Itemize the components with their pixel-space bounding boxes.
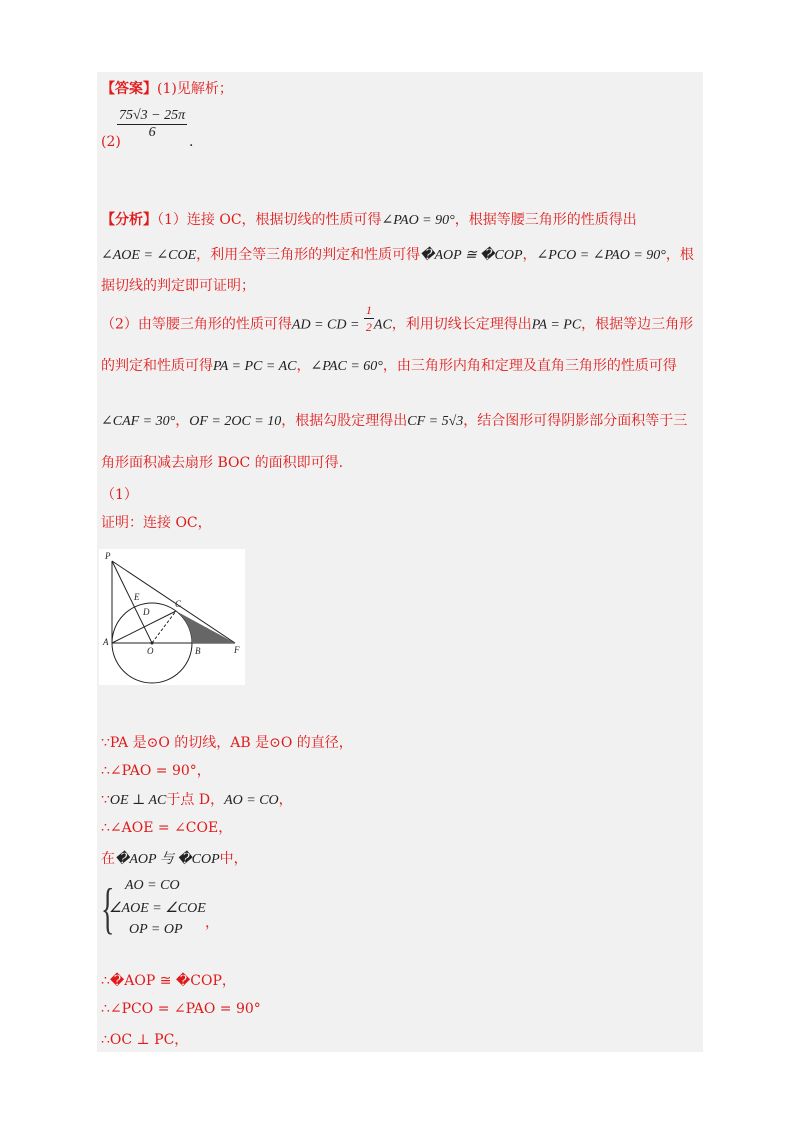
proof-text: ， <box>278 792 293 808</box>
fraction-numerator: 75√3 − 25π <box>119 108 186 123</box>
math-expr: AO = CO <box>224 793 279 808</box>
fraction-denominator: 2 <box>365 320 372 334</box>
label-o: O <box>147 646 154 656</box>
proof-step-8: ∴OC ⊥ PC， <box>101 1032 189 1048</box>
system-row-2: ∠AOE = ∠COE <box>109 901 206 916</box>
proof-step-7: ∴∠PCO = ∠PAO = 90° <box>101 1001 261 1017</box>
analysis-text: （2）由等腰三角形的性质可得 <box>101 316 292 333</box>
analysis-text: ，根据勾股定理得出 <box>281 413 408 429</box>
proof-text: 中， <box>219 851 248 867</box>
left-brace: { <box>101 878 115 940</box>
system-end: ， <box>205 915 219 931</box>
analysis-line-6 <box>101 411 687 432</box>
proof-intro: 证明：连接 OC， <box>101 515 212 531</box>
line-pf <box>112 561 235 643</box>
fraction-denominator: 6 <box>148 125 156 140</box>
analysis-tag: 【分析】 <box>101 212 157 228</box>
answer-line-1 <box>101 79 233 99</box>
math-expr: ∠PCO = ∠PAO = 90° <box>536 248 666 263</box>
geometry-figure <box>99 549 245 685</box>
label-e: E <box>134 592 140 602</box>
analysis-text: ，根 <box>665 247 694 263</box>
proof-step-3 <box>101 790 293 811</box>
fraction-numerator: 1 <box>365 303 372 317</box>
proof-step-6: ∴�AOP ≅ �COP， <box>101 973 236 989</box>
analysis-text: ， <box>522 247 537 263</box>
analysis-line-7: 角形面积减去扇形 BOC 的面积即可得. <box>101 455 344 471</box>
analysis-text: ，根据等边三角形 <box>581 316 694 333</box>
math-expr: �AOP 与 �COP <box>115 852 220 867</box>
label-d: D <box>143 607 150 617</box>
half-fraction <box>364 302 374 335</box>
answer-part1: (1)见解析； <box>157 81 233 97</box>
answer-end: . <box>189 134 194 150</box>
proof-text: 于点 D， <box>166 792 225 808</box>
analysis-text: ，利用切线长定理得出 <box>391 316 532 333</box>
system-row-3: OP = OP <box>129 922 183 937</box>
analysis-line-5 <box>101 356 677 377</box>
proof-step-2: ∴∠PAO = 90°， <box>101 763 211 779</box>
math-expr: PA = PC = AC <box>213 359 297 374</box>
label-b: B <box>195 646 201 656</box>
analysis-text: 的判定和性质可得 <box>101 358 213 374</box>
analysis-text: （1）连接 OC，根据切线的性质可得 <box>157 212 382 228</box>
math-expr: ∠AOE = ∠COE <box>101 248 197 263</box>
answer-fraction <box>117 108 187 141</box>
math-expr: ∠CAF = 30° <box>101 414 176 429</box>
proof-step-5 <box>101 849 248 870</box>
line-oc-dashed <box>152 611 176 643</box>
system-row-1: AO = CO <box>125 878 180 893</box>
shaded-region <box>176 611 235 643</box>
math-expr: AC <box>373 317 392 333</box>
analysis-text: ，利用全等三角形的判定和性质可得 <box>196 247 421 263</box>
math-expr: OE ⊥ AC <box>109 793 167 808</box>
analysis-text: ， <box>175 413 190 429</box>
answer-tag: 【答案】 <box>101 81 157 97</box>
math-expr: AD = CD = <box>291 317 360 333</box>
math-expr: OF = 2OC = 10 <box>189 414 282 429</box>
math-expr: ∠PAC = 60° <box>310 359 383 374</box>
analysis-line-2 <box>101 245 694 266</box>
equation-system <box>101 876 231 942</box>
analysis-text: ，由三角形内角和定理及直角三角形的性质可得 <box>382 358 677 374</box>
analysis-line-3: 据切线的判定即可证明； <box>101 278 255 294</box>
math-expr: CF = 5√3 <box>407 414 464 429</box>
label-c: C <box>175 599 182 609</box>
analysis-line-1 <box>101 210 637 231</box>
math-expr: ∠PAO = 90° <box>381 213 455 228</box>
analysis-text: ，根据等腰三角形的性质得出 <box>454 212 637 228</box>
proof-text: ∵ <box>101 792 110 808</box>
answer-part2-label: (2) <box>101 134 121 150</box>
math-expr: �AOP ≅ �COP <box>420 248 523 263</box>
analysis-text: ， <box>296 358 311 374</box>
math-expr: PA = PC <box>531 317 582 333</box>
label-a: A <box>103 637 109 647</box>
label-p: P <box>105 551 111 561</box>
proof-text: 在 <box>101 851 115 867</box>
geometry-figure-svg <box>99 549 245 685</box>
proof-step-1: ∵PA 是⊙O 的切线，AB 是⊙O 的直径， <box>101 735 353 751</box>
center-point <box>151 642 154 645</box>
proof-part-label: （1） <box>101 487 138 503</box>
label-f: F <box>234 645 240 655</box>
line-po <box>112 561 152 643</box>
analysis-text: ，结合图形可得阴影部分面积等于三 <box>463 413 688 429</box>
proof-step-4: ∴∠AOE = ∠COE， <box>101 820 233 836</box>
